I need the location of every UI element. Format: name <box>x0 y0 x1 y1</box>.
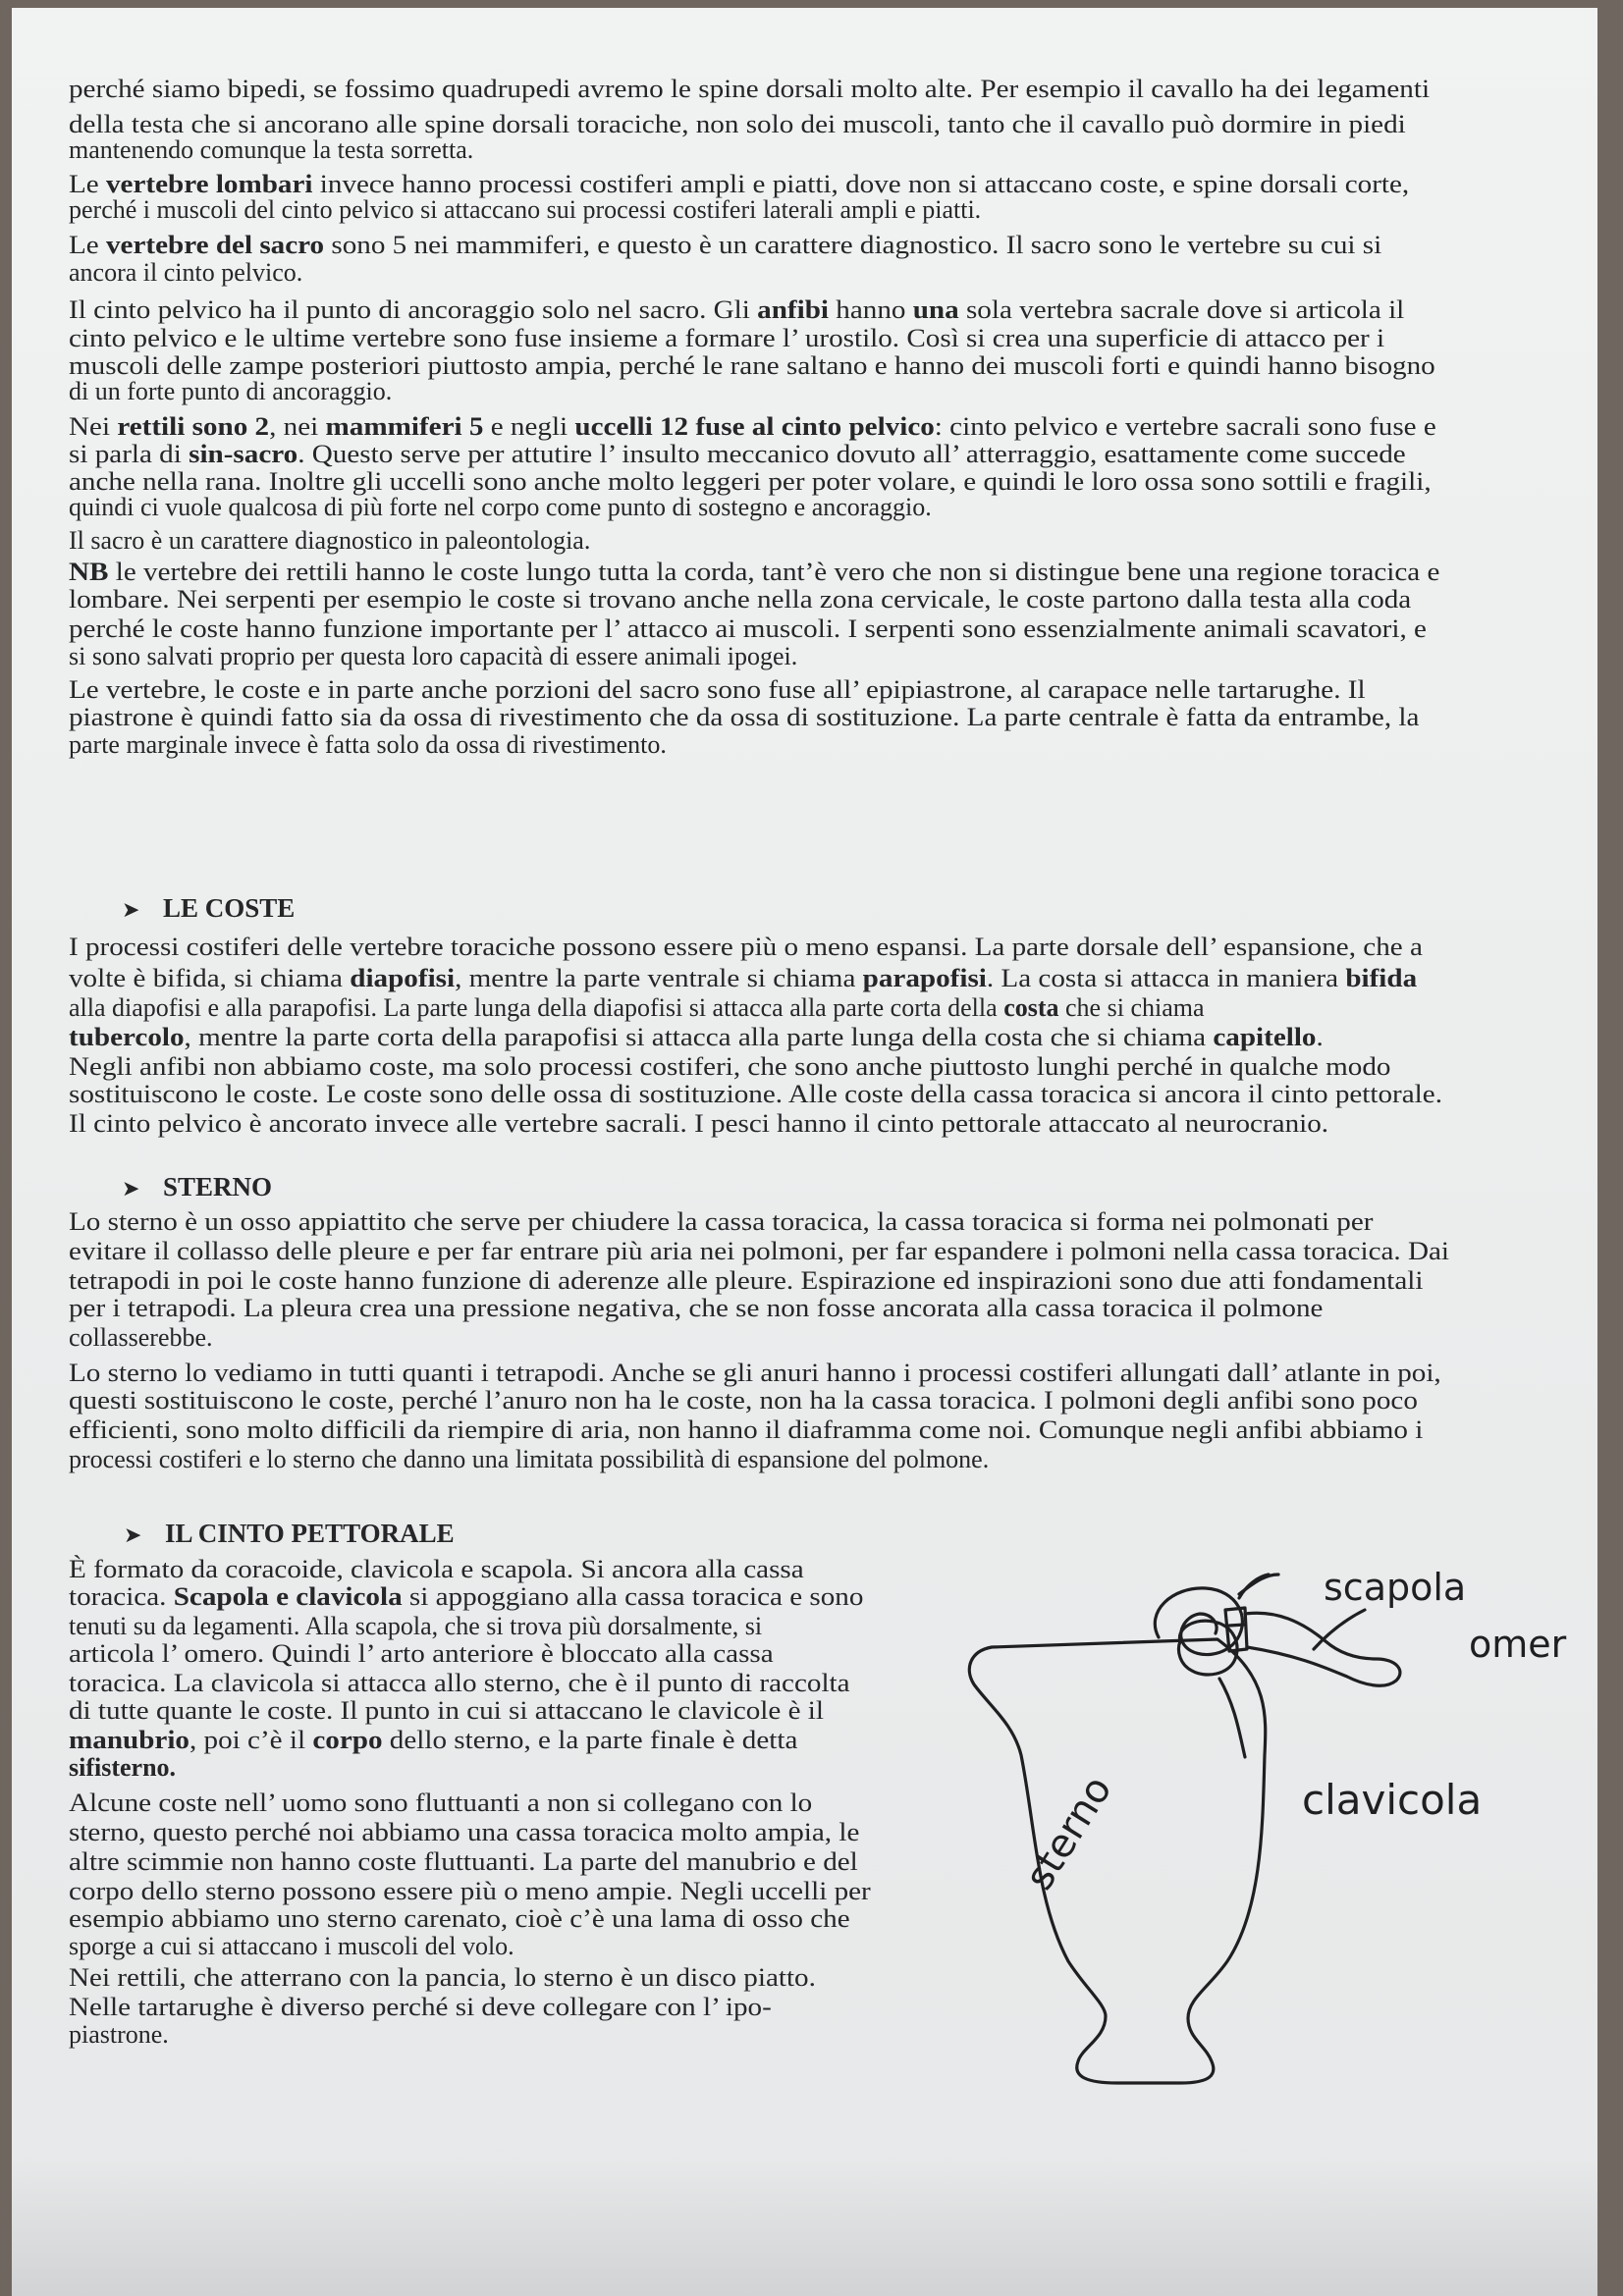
arrow-bullet-icon: ➤ <box>122 1177 140 1201</box>
text-line: lombare. Nei serpenti per esempio le coste si trovano anche nella zona cervicale, le coste partono dalla testa alla coda <box>69 585 1412 614</box>
heading-cinto-pettorale <box>124 1519 455 1551</box>
pointer-clavicola <box>1219 1679 1245 1757</box>
text-line: toracica. La clavicola si attacca allo sterno, che è il punto di raccolta <box>69 1669 850 1697</box>
text-line: si parla di sin-sacro. Questo serve per attutire l’ insulto meccanico dovuto all’ atterraggio, esattamente come succede <box>69 440 1406 468</box>
arrow-bullet-icon: ➤ <box>124 1523 142 1548</box>
text-line: Nei rettili, che atterrano con la pancia, lo sterno è un disco piatto. <box>69 1963 816 1992</box>
bold-term: costa <box>1003 993 1059 1022</box>
text-line: questi sostituiscono le coste, perché l’anuro non ha le coste, non ha la cassa toracica. I polmoni degli anfibi sono poco <box>69 1386 1418 1415</box>
text-line: collasserebbe. <box>69 1323 213 1352</box>
text-line: muscoli delle zampe posteriori piuttosto ampia, perché le rane saltano e hanno dei muscoli forti e quindi hanno bisogno <box>69 351 1435 380</box>
bold-term: sifisterno. <box>69 1753 177 1782</box>
text-line: tubercolo, mentre la parte corta della parapofisi si attacca alla parte lunga della costa che si chiama capitello. <box>69 1023 1324 1051</box>
pectoral-girdle-drawing <box>952 1549 1581 2099</box>
bold-term: parapofisi <box>862 964 987 992</box>
heading-sterno <box>122 1172 272 1204</box>
bold-term: manubrio <box>69 1726 189 1754</box>
text-line: I processi costiferi delle vertebre toraciche possono essere più o meno espansi. La parte dorsale dell’ espansione, che a <box>69 933 1423 961</box>
text-line: quindi ci vuole qualcosa di più forte nel corpo come punto di sostegno e ancoraggio. <box>69 493 932 521</box>
heading-text: IL CINTO PETTORALE <box>165 1519 455 1548</box>
label-sterno: sterno <box>1016 1768 1121 1898</box>
text-line: NB le vertebre dei rettili hanno le coste lungo tutta la corda, tant’è vero che non si distingue bene una regione toracica e <box>69 558 1440 586</box>
bold-term: bifida <box>1345 964 1418 992</box>
text-line: Il cinto pelvico ha il punto di ancoraggio solo nel sacro. Gli anfibi hanno una sola vertebra sacrale dove si articola il <box>69 295 1405 324</box>
heading-text: STERNO <box>163 1172 273 1201</box>
label-scapola: scapola <box>1324 1566 1467 1609</box>
text-line: Le vertebre del sacro sono 5 nei mammiferi, e questo è un carattere diagnostico. Il sacro sono le vertebre su cui si <box>69 231 1382 259</box>
text-line: Le vertebre, le coste e in parte anche porzioni del sacro sono fuse all’ epipiastrone, al carapace nelle tartarughe. Il <box>69 675 1366 704</box>
text-line: processi costiferi e lo sterno che danno una limitata possibilità di espansione del polmone. <box>69 1445 990 1473</box>
text-line: mantenendo comunque la testa sorretta. <box>69 135 474 164</box>
text-line: della testa che si ancorano alle spine dorsali toraciche, non solo dei muscoli, tanto che il cavallo può dormire in piedi <box>69 110 1406 138</box>
text-line: piastrone è quindi fatto sia da ossa di rivestimento che da ossa di sostituzione. La parte centrale è fatta da entrambe, la <box>69 703 1420 731</box>
text-line: cinto pelvico e le ultime vertebre sono fuse insieme a formare l’ urostilo. Così si crea una superficie di attacco per i <box>69 324 1385 352</box>
text-line <box>69 1753 176 1783</box>
text-line: tetrapodi in poi le coste hanno funzione di aderenze alle pleure. Espirazione ed inspirazioni sono due atti fondamentali <box>69 1266 1424 1295</box>
text-line: articola l’ omero. Quindi l’ arto anteriore è bloccato alla cassa <box>69 1639 774 1668</box>
text-line: parte marginale invece è fatta solo da ossa di rivestimento. <box>69 730 667 759</box>
text-line: anche nella rana. Inoltre gli uccelli sono anche molto leggeri per poter volare, e quindi le loro ossa sono sottili e fragili, <box>69 467 1432 496</box>
bold-term: una <box>912 295 959 324</box>
bold-term: diapofisi <box>350 964 456 992</box>
text-line: per i tetrapodi. La pleura crea una pressione negativa, che se non fosse ancorata alla cassa toracica il polmone <box>69 1294 1324 1322</box>
text-line: perché siamo bipedi, se fossimo quadrupedi avremo le spine dorsali molto alte. Per esempio il cavallo ha dei legamenti <box>69 75 1431 103</box>
text-line: Nelle tartarughe è diverso perché si deve collegare con l’ ipo- <box>69 1993 772 2021</box>
text-line: corpo dello sterno possono essere più o meno ampie. Negli uccelli per <box>69 1877 871 1905</box>
sternum-outline <box>969 1639 1265 2083</box>
text-line: perché le coste hanno funzione importante per l’ attacco ai muscoli. I serpenti sono essenzialmente animali scavatori, e <box>69 614 1427 643</box>
bold-term: corpo <box>312 1726 383 1754</box>
text-line: si sono salvati proprio per questa loro capacità di essere animali ipogei. <box>69 642 798 670</box>
text-line: È formato da coracoide, clavicola e scapola. Si ancora alla cassa <box>69 1555 804 1583</box>
text-line: Negli anfibi non abbiamo coste, ma solo processi costiferi, che sono anche piuttosto lunghi perché in qualche modo <box>69 1052 1391 1081</box>
text-line: di un forte punto di ancoraggio. <box>69 377 393 405</box>
bold-term: sin-sacro <box>189 440 298 468</box>
bold-term: capitello <box>1213 1023 1317 1051</box>
text-line: alla diapofisi e alla parapofisi. La parte lunga della diapofisi si attacca alla parte corta della costa che si chiama <box>69 993 1205 1022</box>
omero-shaft-shape <box>1245 1613 1400 1685</box>
text-line: altre scimmie non hanno coste fluttuanti. La parte del manubrio e del <box>69 1847 858 1876</box>
arrow-bullet-icon: ➤ <box>122 898 140 923</box>
pointer-omero <box>1314 1610 1365 1649</box>
bold-term: anfibi <box>757 295 829 324</box>
text-line: Il cinto pelvico è ancorato invece alle vertebre sacrali. I pesci hanno il cinto pettorale attaccato al neurocranio. <box>69 1109 1329 1138</box>
bold-term: NB <box>69 558 109 586</box>
label-clavicola: clavicola <box>1302 1776 1483 1824</box>
text-line: tenuti su da legamenti. Alla scapola, che si trova più dorsalmente, si <box>69 1612 763 1640</box>
bold-term: uccelli 12 fuse al cinto pelvico <box>574 412 935 441</box>
text-line: manubrio, poi c’è il corpo dello sterno, e la parte finale è detta <box>69 1726 798 1754</box>
text-line: Lo sterno è un osso appiattito che serve per chiudere la cassa toracica, la cassa toracica si forma nei polmonati per <box>69 1207 1374 1236</box>
text-line: toracica. Scapola e clavicola si appoggiano alla cassa toracica e sono <box>69 1582 864 1611</box>
text-line: Lo sterno lo vediamo in tutti quanti i tetrapodi. Anche se gli anuri hanno i processi costiferi allungati dall’ atlante in poi, <box>69 1359 1441 1387</box>
bold-term: vertebre lombari <box>105 170 313 198</box>
text-line: evitare il collasso delle pleure e per far entrare più aria nei polmoni, per far espandere i polmoni nella cassa toracica. Dai <box>69 1237 1450 1265</box>
bold-term: Scapola e clavicola <box>173 1582 403 1611</box>
page-shadow <box>12 2158 1597 2296</box>
text-line: Il sacro è un carattere diagnostico in paleontologia. <box>69 526 591 555</box>
text-line: Le vertebre lombari invece hanno processi costiferi ampli e piatti, dove non si attaccano coste, e spine dorsali corte, <box>69 170 1410 198</box>
bold-term: mammiferi 5 <box>325 412 484 441</box>
text-line: sporge a cui si attaccano i muscoli del volo. <box>69 1932 514 1960</box>
text-line: sterno, questo perché noi abbiamo una cassa toracica molto ampia, le <box>69 1818 860 1846</box>
text-line: esempio abbiamo uno sterno carenato, cioè c’è una lama di osso che <box>69 1904 850 1933</box>
heading-text: LE COSTE <box>163 893 296 923</box>
text-line: volte è bifida, si chiama diapofisi, mentre la parte ventrale si chiama parapofisi. La costa si attacca in maniera bifida <box>69 964 1418 992</box>
text-line: efficienti, sono molto difficili da riempire di aria, non hanno il diaframma come noi. Comunque negli anfibi abbiamo i <box>69 1415 1424 1444</box>
text-line: piastrone. <box>69 2020 169 2049</box>
text-line: ancora il cinto pelvico. <box>69 258 303 287</box>
label-omero: omer <box>1469 1623 1567 1666</box>
document-page <box>12 8 1597 2296</box>
text-line: perché i muscoli del cinto pelvico si attaccano sui processi costiferi laterali ampli e piatti. <box>69 195 982 224</box>
bold-term: rettili sono 2 <box>117 412 270 441</box>
text-line: di tutte quante le coste. Il punto in cui si attaccano le clavicole è il <box>69 1696 824 1725</box>
text-line: Alcune coste nell’ uomo sono fluttuanti a non si collegano con lo <box>69 1789 813 1817</box>
text-line: sostituiscono le coste. Le coste sono delle ossa di sostituzione. Alle coste della cassa toracica si ancora il cinto pettorale. <box>69 1080 1442 1108</box>
bold-term: vertebre del sacro <box>105 231 325 259</box>
bold-term: tubercolo <box>69 1023 185 1051</box>
heading-le-coste <box>122 893 295 926</box>
text-line: Nei rettili sono 2, nei mammiferi 5 e negli uccelli 12 fuse al cinto pelvico: cinto pelvico e vertebre sacrali sono fuse e <box>69 412 1436 441</box>
